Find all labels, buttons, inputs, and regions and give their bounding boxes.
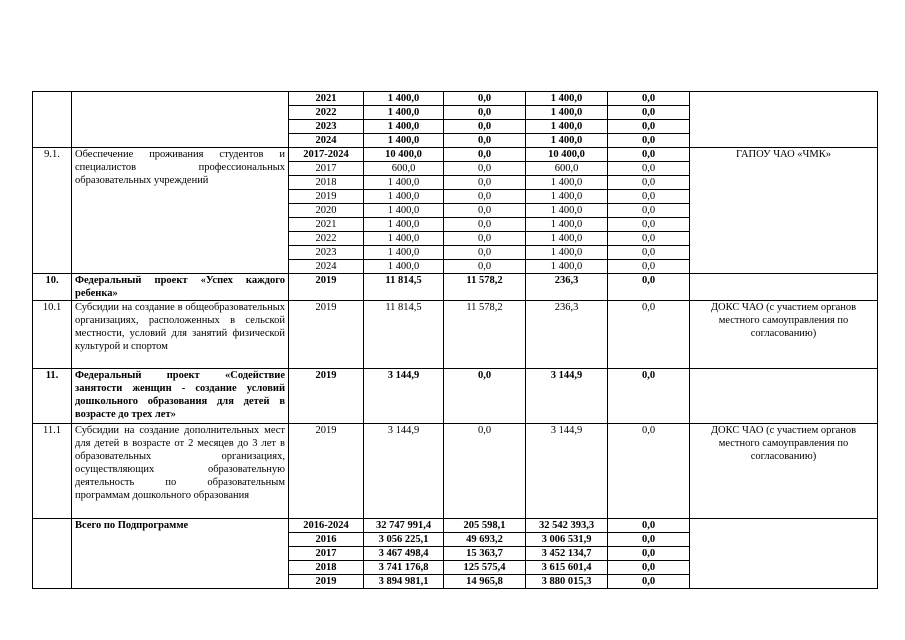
federal-value: 205 598,1 — [444, 519, 526, 533]
regional-value: 1 400,0 — [526, 190, 608, 204]
empty-resp-cell — [690, 369, 878, 424]
year-cell: 2019 — [289, 369, 364, 424]
local-value: 0,0 — [608, 533, 690, 547]
federal-value: 125 575,4 — [444, 561, 526, 575]
local-value: 0,0 — [608, 561, 690, 575]
federal-value: 0,0 — [444, 120, 526, 134]
item-number: 11. — [33, 369, 72, 424]
federal-value: 0,0 — [444, 369, 526, 424]
federal-value: 0,0 — [444, 218, 526, 232]
local-value: 0,0 — [608, 575, 690, 589]
total-label: Всего по Подпрограмме — [72, 519, 289, 589]
local-value: 0,0 — [608, 162, 690, 176]
year-cell: 2021 — [289, 218, 364, 232]
table-row — [33, 148, 878, 162]
year-cell: 2019 — [289, 274, 364, 301]
empty-resp-cell — [690, 519, 878, 589]
year-cell: 2019 — [289, 424, 364, 519]
total-value: 10 400,0 — [364, 148, 444, 162]
responsible-executor: ДОКС ЧАО (с участием органов местного самоуправления по согласованию) — [690, 301, 878, 369]
federal-value: 0,0 — [444, 190, 526, 204]
federal-value: 11 578,2 — [444, 274, 526, 301]
year-cell: 2019 — [289, 301, 364, 369]
total-value: 11 814,5 — [364, 274, 444, 301]
regional-value: 600,0 — [526, 162, 608, 176]
table-row — [33, 369, 878, 424]
item-number: 10. — [33, 274, 72, 301]
regional-value: 1 400,0 — [526, 92, 608, 106]
local-value: 0,0 — [608, 369, 690, 424]
total-value: 1 400,0 — [364, 106, 444, 120]
item-number: 11.1 — [33, 424, 72, 519]
federal-value: 49 693,2 — [444, 533, 526, 547]
total-value: 3 144,9 — [364, 424, 444, 519]
federal-value: 15 363,7 — [444, 547, 526, 561]
empty-num-cell — [33, 519, 72, 589]
year-cell: 2018 — [289, 176, 364, 190]
table-row — [33, 274, 878, 301]
year-cell: 2018 — [289, 561, 364, 575]
year-cell: 2017 — [289, 547, 364, 561]
federal-value: 0,0 — [444, 148, 526, 162]
year-cell: 2016 — [289, 533, 364, 547]
regional-value: 3 615 601,4 — [526, 561, 608, 575]
year-cell: 2022 — [289, 232, 364, 246]
regional-value: 1 400,0 — [526, 176, 608, 190]
item-number: 10.1 — [33, 301, 72, 369]
regional-value: 1 400,0 — [526, 246, 608, 260]
regional-value: 3 006 531,9 — [526, 533, 608, 547]
year-cell: 2021 — [289, 92, 364, 106]
regional-value: 1 400,0 — [526, 232, 608, 246]
local-value: 0,0 — [608, 547, 690, 561]
year-cell: 2019 — [289, 190, 364, 204]
item-number: 9.1. — [33, 148, 72, 274]
federal-value: 0,0 — [444, 92, 526, 106]
table-row — [33, 424, 878, 519]
year-cell: 2024 — [289, 134, 364, 148]
total-value: 1 400,0 — [364, 190, 444, 204]
federal-value: 0,0 — [444, 162, 526, 176]
regional-value: 236,3 — [526, 274, 608, 301]
total-value: 1 400,0 — [364, 260, 444, 274]
total-value: 1 400,0 — [364, 232, 444, 246]
federal-value: 0,0 — [444, 204, 526, 218]
table-row — [33, 519, 878, 533]
local-value: 0,0 — [608, 176, 690, 190]
total-value: 32 747 991,4 — [364, 519, 444, 533]
year-cell: 2022 — [289, 106, 364, 120]
local-value: 0,0 — [608, 301, 690, 369]
total-value: 1 400,0 — [364, 176, 444, 190]
total-value: 1 400,0 — [364, 246, 444, 260]
local-value: 0,0 — [608, 120, 690, 134]
item-description: Федеральный проект «Успех каждого ребенка» — [72, 274, 289, 301]
regional-value: 1 400,0 — [526, 218, 608, 232]
local-value: 0,0 — [608, 218, 690, 232]
total-value: 1 400,0 — [364, 134, 444, 148]
local-value: 0,0 — [608, 260, 690, 274]
regional-value: 32 542 393,3 — [526, 519, 608, 533]
local-value: 0,0 — [608, 134, 690, 148]
year-cell: 2020 — [289, 204, 364, 218]
regional-value: 3 452 134,7 — [526, 547, 608, 561]
local-value: 0,0 — [608, 190, 690, 204]
local-value: 0,0 — [608, 204, 690, 218]
empty-desc-cell — [72, 92, 289, 148]
table-row — [33, 92, 878, 106]
federal-value: 11 578,2 — [444, 301, 526, 369]
local-value: 0,0 — [608, 232, 690, 246]
year-cell: 2017 — [289, 162, 364, 176]
regional-value: 3 144,9 — [526, 369, 608, 424]
table-body — [33, 92, 878, 589]
empty-num-cell — [33, 92, 72, 148]
local-value: 0,0 — [608, 106, 690, 120]
item-description: Обеспечение проживания студентов и специалистов профессиональных образовательных учреждений — [72, 148, 289, 274]
total-value: 11 814,5 — [364, 301, 444, 369]
total-value: 1 400,0 — [364, 120, 444, 134]
item-description: Субсидии на создание дополнительных мест для детей в возрасте от 2 месяцев до 3 лет в образовательных организациях, осуществляющих образовательную деятельность по образовательным программам дошкольного образования — [72, 424, 289, 519]
federal-value: 14 965,8 — [444, 575, 526, 589]
item-description: Субсидии на создание в общеобразовательных организациях, расположенных в сельской местности, условий для занятий физической культурой и спортом — [72, 301, 289, 369]
regional-value: 1 400,0 — [526, 120, 608, 134]
federal-value: 0,0 — [444, 106, 526, 120]
year-cell: 2019 — [289, 575, 364, 589]
year-cell: 2024 — [289, 260, 364, 274]
year-cell: 2023 — [289, 246, 364, 260]
regional-value: 1 400,0 — [526, 106, 608, 120]
year-cell: 2016-2024 — [289, 519, 364, 533]
total-value: 600,0 — [364, 162, 444, 176]
federal-value: 0,0 — [444, 232, 526, 246]
total-value: 1 400,0 — [364, 204, 444, 218]
table-row — [33, 301, 878, 369]
regional-value: 3 144,9 — [526, 424, 608, 519]
empty-resp-cell — [690, 92, 878, 148]
responsible-executor: ГАПОУ ЧАО «ЧМК» — [690, 148, 878, 274]
local-value: 0,0 — [608, 274, 690, 301]
total-value: 1 400,0 — [364, 218, 444, 232]
federal-value: 0,0 — [444, 176, 526, 190]
total-value: 3 056 225,1 — [364, 533, 444, 547]
item-description: Федеральный проект «Содействие занятости женщин - создание условий дошкольного образования для детей в возрасте до трех лет» — [72, 369, 289, 424]
local-value: 0,0 — [608, 92, 690, 106]
regional-value: 10 400,0 — [526, 148, 608, 162]
local-value: 0,0 — [608, 148, 690, 162]
total-value: 1 400,0 — [364, 92, 444, 106]
total-value: 3 467 498,4 — [364, 547, 444, 561]
empty-resp-cell — [690, 274, 878, 301]
federal-value: 0,0 — [444, 246, 526, 260]
budget-table — [32, 91, 878, 589]
regional-value: 3 880 015,3 — [526, 575, 608, 589]
total-value: 3 894 981,1 — [364, 575, 444, 589]
regional-value: 1 400,0 — [526, 134, 608, 148]
federal-value: 0,0 — [444, 260, 526, 274]
total-value: 3 741 176,8 — [364, 561, 444, 575]
local-value: 0,0 — [608, 246, 690, 260]
local-value: 0,0 — [608, 519, 690, 533]
responsible-executor: ДОКС ЧАО (с участием органов местного самоуправления по согласованию) — [690, 424, 878, 519]
total-value: 3 144,9 — [364, 369, 444, 424]
regional-value: 1 400,0 — [526, 204, 608, 218]
regional-value: 1 400,0 — [526, 260, 608, 274]
federal-value: 0,0 — [444, 134, 526, 148]
year-cell: 2023 — [289, 120, 364, 134]
regional-value: 236,3 — [526, 301, 608, 369]
federal-value: 0,0 — [444, 424, 526, 519]
local-value: 0,0 — [608, 424, 690, 519]
year-cell: 2017-2024 — [289, 148, 364, 162]
